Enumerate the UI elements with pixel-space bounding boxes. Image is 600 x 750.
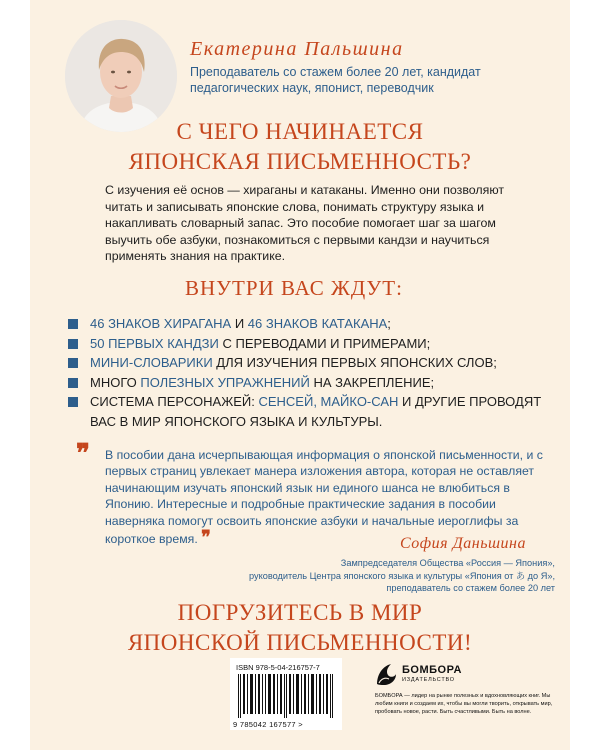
reviewer-credentials-line: руководитель Центра японского языка и культуры «Япония от あ до Я»,	[248, 570, 555, 581]
feature-item-characters	[68, 392, 548, 431]
feature-text: И ДРУГИЕ ПРОВОДЯТ ВАС В МИР ЯПОНСКОГО ЯЗЫКА И КУЛЬТУРЫ.	[90, 394, 542, 429]
square-bullet-icon	[68, 339, 78, 349]
book-back-cover	[30, 0, 570, 750]
feature-text: МНОГО	[90, 374, 141, 390]
publisher-name: БОМБОРА	[402, 664, 462, 676]
feature-text: ДЛЯ ИЗУЧЕНИЯ ПЕРВЫХ ЯПОНСКИХ СЛОВ;	[212, 355, 497, 370]
isbn-label: ISBN 978-5-04-216757-7	[236, 663, 320, 672]
feature-item-kana	[68, 314, 548, 334]
feature-highlight: ПОЛЕЗНЫХ УПРАЖНЕНИЙ	[140, 374, 310, 390]
reviewer-name: София Даньшина	[400, 535, 526, 552]
headline-line-2: ЯПОНСКАЯ ПИСЬМЕННОСТЬ?	[128, 149, 472, 174]
feature-highlight: СЕНСЕЙ, МАЙКО-САН	[258, 394, 399, 409]
square-bullet-icon	[68, 358, 78, 368]
headline-line-1: С ЧЕГО НАЧИНАЕТСЯ	[176, 119, 424, 144]
feature-item-dictionaries	[68, 353, 548, 373]
barcode-icon	[238, 674, 334, 718]
feature-text: И	[231, 316, 248, 331]
headline	[30, 117, 570, 177]
author-photo	[65, 20, 177, 132]
barcode-digits: 9 785042 167577 >	[233, 720, 303, 729]
feature-highlight: 46 ЗНАКОВ КАТАКАНА	[247, 316, 388, 331]
publisher-subtitle: ИЗДАТЕЛЬСТВО	[402, 677, 455, 683]
feature-item-kanji	[68, 334, 548, 354]
intro-paragraph: С изучения её основ — хираганы и катаканы. Именно они позволяют читать и записывать японские слова, понимать структуру языка и накапливать словарный запас. Это пособие помогает шаг за шагом выучить обе азбуки, познакомиться с первыми кандзи и научиться применять знания на практике.	[105, 183, 505, 264]
square-bullet-icon	[68, 319, 78, 329]
features-list	[68, 314, 548, 431]
bombora-wave-logo-icon	[375, 662, 397, 686]
feature-highlight: МИНИ-СЛОВАРИКИ	[90, 355, 213, 370]
author-description: Преподаватель со стажем более 20 лет, кандидат педагогических наук, японист, переводчик	[190, 65, 481, 95]
feature-highlight: 46 ЗНАКОВ ХИРАГАНА	[90, 316, 232, 331]
inside-title: ВНУТРИ ВАС ЖДУТ:	[185, 276, 403, 300]
feature-text: СИСТЕМА ПЕРСОНАЖЕЙ:	[90, 394, 259, 409]
reviewer-credentials-line: Зампредседателя Общества «Россия — Япония»,	[340, 558, 555, 568]
square-bullet-icon	[68, 397, 78, 407]
feature-text: НА ЗАКРЕПЛЕНИЕ;	[309, 374, 435, 390]
reviewer-credentials	[230, 557, 555, 595]
feature-text: ;	[387, 316, 391, 331]
review-quote	[105, 447, 545, 547]
feature-text: С ПЕРЕВОДАМИ И ПРИМЕРАМИ;	[218, 335, 431, 351]
call-to-action	[30, 598, 570, 658]
publisher-description: БОМБОРА — лидер на рынке полезных и вдохновляющих книг. Мы любим книги и создаем их, чтобы вы могли творить, открывать мир, пробовать новое, расти. Быть счастливыми. Быть на волне.	[375, 693, 553, 715]
closing-quote-icon: ❞	[76, 439, 90, 468]
cta-line-2: ЯПОНСКОЙ ПИСЬМЕННОСТИ!	[127, 630, 473, 655]
review-quote-text: В пособии дана исчерпывающая информация о японской письменности, и с первых страниц увлекает манера изложения автора, которая не оставляет начинающим изучать японский язык ни единого шанса не влюбиться в Японию. Интересные и подробные практические задания в пособии наверняка помогут освоить японские азбуки и начальные иероглифы за короткое время.	[105, 448, 543, 547]
feature-highlight: 50 ПЕРВЫХ КАНДЗИ	[90, 335, 219, 351]
author-portrait-illustration	[65, 20, 177, 132]
reviewer-credentials-line: преподаватель со стажем более 20 лет	[386, 583, 555, 593]
cta-line-1: ПОГРУЗИТЕСЬ В МИР	[177, 600, 423, 625]
isbn-barcode	[230, 658, 342, 730]
closing-quote-icon: ❞	[201, 527, 211, 548]
author-name: Екатерина Пальшина	[190, 38, 404, 60]
feature-item-exercises	[68, 373, 548, 393]
square-bullet-icon	[68, 378, 78, 388]
